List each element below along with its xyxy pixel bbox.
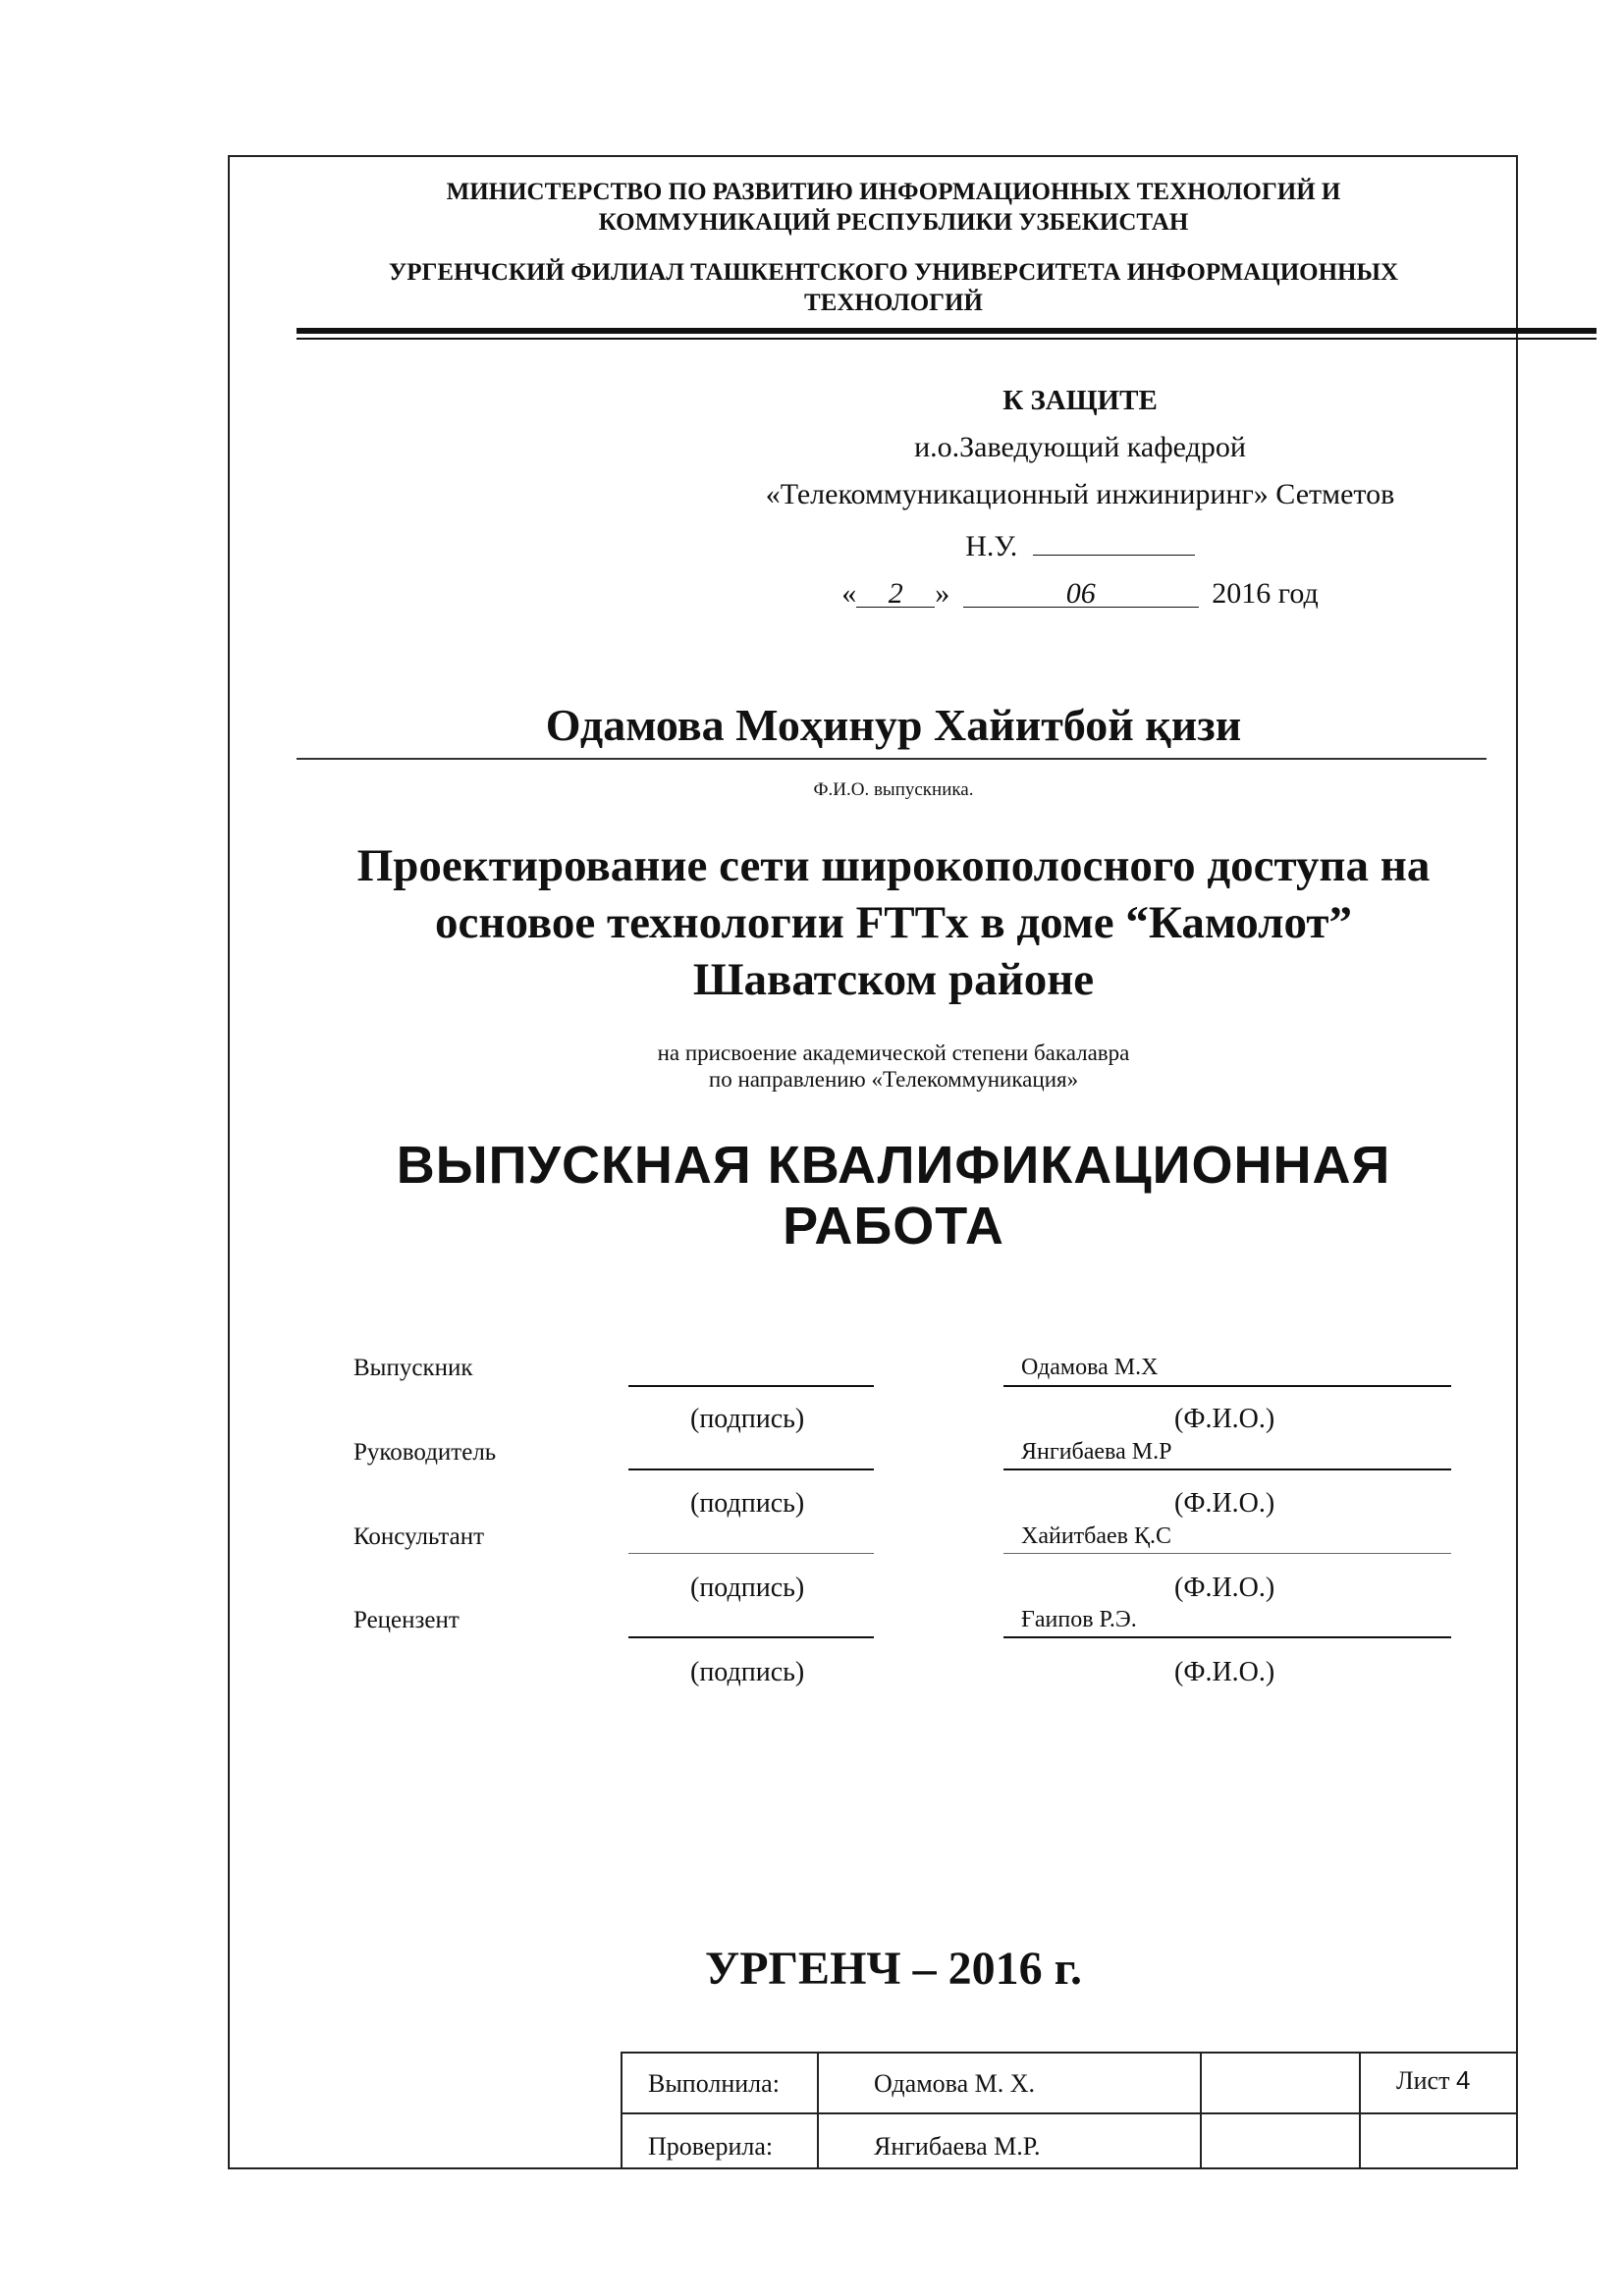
topic-line-2: основое технологии FTTx в доме “Камолот” bbox=[435, 897, 1352, 948]
stamp-checked-name: Янгибаева М.Р. bbox=[874, 2132, 1041, 2161]
stamp-performed-label: Выполнила: bbox=[648, 2069, 780, 2098]
approval-block bbox=[687, 385, 1473, 611]
degree-info bbox=[295, 1040, 1492, 1093]
stamp-checked-label: Проверила: bbox=[648, 2132, 774, 2161]
approval-year: 2016 год bbox=[1212, 577, 1319, 610]
date-quote-open: « bbox=[841, 577, 857, 610]
signature-line bbox=[628, 1468, 874, 1470]
topic-line-3: Шаватском районе bbox=[692, 954, 1095, 1005]
branch-line-1: УРГЕНЧСКИЙ ФИЛИАЛ ТАШКЕНТСКОГО УНИВЕРСИТЕТА ИНФОРМАЦИОННЫХ bbox=[388, 259, 1399, 286]
student-name-underline bbox=[297, 758, 1487, 760]
date-quote-close: » bbox=[935, 577, 950, 610]
fio-hint: (Ф.И.О.) bbox=[1174, 1488, 1275, 1519]
stamp-sheet bbox=[1396, 2065, 1470, 2096]
signature-line bbox=[628, 1636, 874, 1638]
student-caption: Ф.И.О. выпускника. bbox=[813, 779, 974, 800]
approval-title: К ЗАЩИТЕ bbox=[1002, 385, 1158, 416]
signature-role: Консультант bbox=[353, 1523, 485, 1550]
ministry-line-1: МИНИСТЕРСТВО ПО РАЗВИТИЮ ИНФОРМАЦИОННЫХ ТЕХНОЛОГИЙ И bbox=[446, 179, 1341, 205]
stamp-divider bbox=[1200, 2054, 1202, 2169]
degree-line-2: по направлению «Телекоммуникация» bbox=[708, 1067, 1079, 1092]
ministry-line-2: КОММУНИКАЦИЙ РЕСПУБЛИКИ УЗБЕКИСТАН bbox=[598, 209, 1189, 236]
title-block-stamp bbox=[621, 2052, 1518, 2169]
topic-line-1: Проектирование сети широкополосного доступа на bbox=[356, 840, 1431, 891]
stamp-divider bbox=[1359, 2054, 1361, 2169]
approval-initials-row bbox=[687, 525, 1473, 563]
signature-hint: (подпись) bbox=[690, 1573, 805, 1603]
branch-header bbox=[295, 257, 1492, 318]
approval-department: «Телекоммуникационный инжиниринг» Сетметов bbox=[765, 478, 1395, 510]
signature-fio: Хайитбаев Қ.С bbox=[1021, 1523, 1172, 1549]
signature-line bbox=[628, 1385, 874, 1387]
signature-role: Выпускник bbox=[353, 1355, 473, 1381]
stamp-divider bbox=[817, 2054, 819, 2169]
ministry-header bbox=[295, 177, 1492, 238]
work-title-line-1: ВЫПУСКНАЯ КВАЛИФИКАЦИОННАЯ bbox=[396, 1136, 1391, 1195]
signature-role: Рецензент bbox=[353, 1607, 460, 1633]
degree-line-1: на присвоение академической степени бакалавра bbox=[657, 1041, 1130, 1065]
signature-fio: Ғаипов Р.Э. bbox=[1021, 1607, 1137, 1632]
signature-fio: Одамова М.Х bbox=[1021, 1355, 1159, 1380]
signature-line bbox=[628, 1553, 874, 1554]
fio-hint: (Ф.И.О.) bbox=[1174, 1573, 1275, 1603]
fio-hint: (Ф.И.О.) bbox=[1174, 1657, 1275, 1687]
fio-line bbox=[1003, 1636, 1451, 1638]
signature-hint: (подпись) bbox=[690, 1657, 805, 1687]
work-title-line-2: РАБОТА bbox=[783, 1197, 1004, 1255]
header-rule-thin bbox=[297, 338, 1597, 340]
approval-initials: Н.У. bbox=[965, 530, 1018, 562]
student-name: Одамова Моҳинур Хайитбой қизи bbox=[545, 700, 1242, 750]
thesis-topic bbox=[295, 837, 1492, 1008]
stamp-border-left bbox=[621, 2054, 623, 2169]
stamp-performed-name: Одамова М. Х. bbox=[874, 2069, 1036, 2098]
city-year: УРГЕНЧ – 2016 г. bbox=[704, 1943, 1083, 1995]
stamp-row-divider bbox=[621, 2112, 1518, 2114]
fio-line bbox=[1003, 1468, 1451, 1470]
signature-hint: (подпись) bbox=[690, 1488, 805, 1519]
fio-line bbox=[1003, 1553, 1451, 1554]
header-rule-thick bbox=[297, 328, 1597, 334]
approval-day: 2 bbox=[856, 577, 935, 608]
signature-role: Руководитель bbox=[353, 1439, 497, 1466]
approval-month: 06 bbox=[963, 577, 1199, 608]
stamp-sheet-number: 4 bbox=[1455, 2065, 1471, 2095]
approval-date-row bbox=[687, 577, 1473, 611]
fio-line bbox=[1003, 1385, 1451, 1387]
stamp-sheet-label: Лист bbox=[1396, 2066, 1450, 2095]
signature-fio: Янгибаева М.Р bbox=[1021, 1439, 1172, 1465]
signature-hint: (подпись) bbox=[690, 1404, 805, 1434]
approval-signature-field bbox=[1033, 525, 1195, 556]
branch-line-2: ТЕХНОЛОГИЙ bbox=[804, 290, 983, 316]
fio-hint: (Ф.И.О.) bbox=[1174, 1404, 1275, 1434]
approval-position: и.о.Заведующий кафедрой bbox=[914, 431, 1246, 463]
work-title bbox=[295, 1135, 1492, 1256]
